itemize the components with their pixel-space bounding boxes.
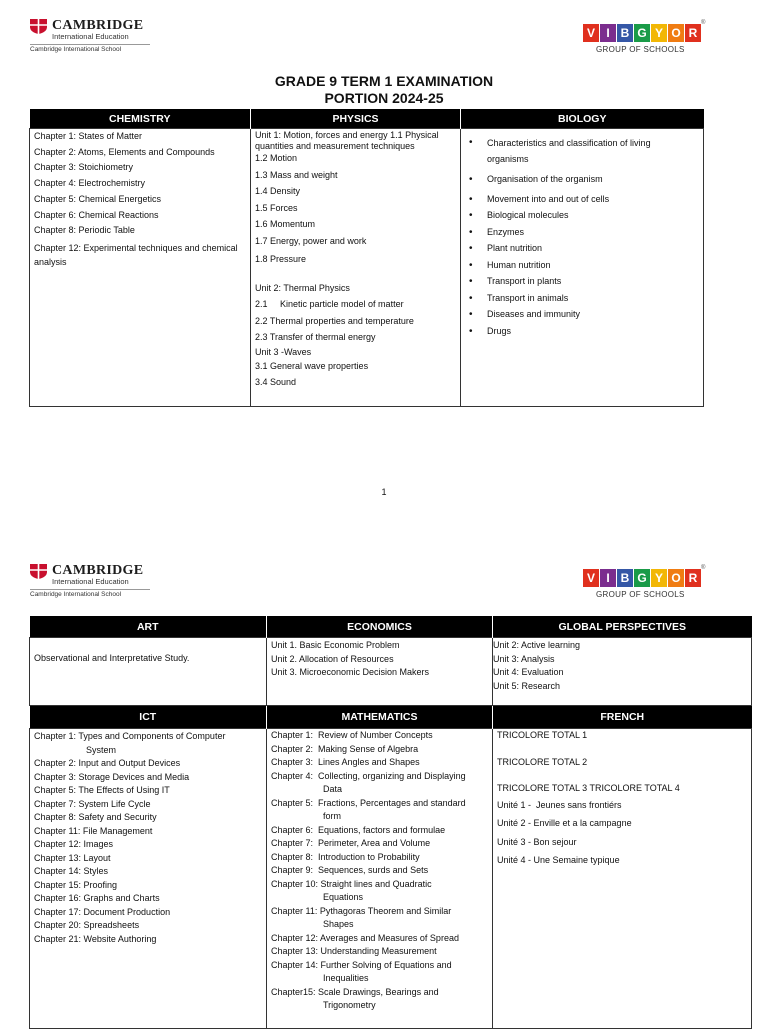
- list-item: Chapter 5: Chemical Energetics: [34, 193, 162, 204]
- list-item: 1.3 Mass and weight: [255, 169, 338, 180]
- biology-cell: [461, 129, 704, 407]
- list-item: 1.6 Momentum: [255, 219, 316, 229]
- vibgyor-logo: [583, 20, 706, 54]
- art-cell: [30, 638, 267, 706]
- ict-cell: [30, 729, 267, 1029]
- list-item: Chapter 8: Periodic Table: [34, 225, 135, 236]
- bullet-icon: •: [469, 174, 473, 185]
- cambridge-school-label: Cambridge International School: [30, 591, 122, 598]
- list-item: Unit 3: Analysis: [493, 653, 555, 664]
- list-item: Chapter 4: Electrochemistry: [34, 178, 146, 189]
- list-item: Unit 1: Motion, forces and energy 1.1 Physical quantities and measurement techniques: [255, 130, 439, 151]
- cambridge-wordmark: CAMBRIDGE: [52, 18, 144, 33]
- list-item: Unit 3. Microeconomic Decision Makers: [271, 667, 430, 677]
- list-item: • Enzymes: [465, 226, 699, 240]
- table-header-row: [30, 616, 752, 638]
- portion-table-science: [29, 109, 704, 407]
- list-item: TRICOLORE TOTAL 2: [497, 756, 588, 767]
- list-item: Chapter 13: Layout: [34, 852, 111, 863]
- list-item: Chapter 17: Document Production: [34, 906, 171, 917]
- vibgyor-letter: R: [685, 569, 701, 587]
- divider: [30, 44, 150, 45]
- french-cell: [493, 729, 752, 1029]
- list-item: Chapter 7: System Life Cycle: [34, 798, 151, 809]
- list-item: • Plant nutrition: [465, 242, 699, 256]
- list-item: Chapter 11: Pythagoras Theorem and Similar: [271, 905, 452, 916]
- list-item: Unité 3 - Bon sejour: [497, 836, 577, 847]
- bullet-icon: •: [469, 325, 473, 337]
- physics-cell: [251, 129, 461, 407]
- list-item: • Diseases and immunity: [465, 308, 699, 322]
- list-item: Chapter 2: Making Sense of Algebra: [271, 743, 419, 754]
- vibgyor-logo: [583, 565, 706, 599]
- vibgyor-letter: B: [617, 569, 633, 587]
- table-row: [30, 129, 704, 407]
- list-item: Chapter 8: Introduction to Probability: [271, 851, 420, 862]
- list-item: Chapter 13: Understanding Measurement: [271, 946, 437, 956]
- list-item: Chapter 5: Fractions, Percentages and standard: [271, 797, 466, 808]
- list-item: 3.1 General wave properties: [255, 361, 369, 371]
- list-item: Observational and Interpretative Study.: [34, 653, 190, 663]
- vibgyor-letter: I: [600, 24, 616, 42]
- list-item: Chapter 12: Images: [34, 839, 114, 849]
- list-item: Unit 4: Evaluation: [493, 667, 564, 677]
- vibgyor-letter: G: [634, 569, 650, 587]
- list-item: Chapter 11: File Management: [34, 825, 153, 836]
- vibgyor-letter: Y: [651, 24, 667, 42]
- registered-mark: ®: [701, 565, 706, 571]
- list-item: Chapter 21: Website Authoring: [34, 933, 157, 944]
- vibgyor-letter: I: [600, 569, 616, 587]
- list-item: 1.8 Pressure: [255, 254, 307, 264]
- list-item: Unité 1 - Jeunes sans frontiérs: [497, 799, 622, 810]
- list-item: • Biological molecules: [465, 209, 699, 223]
- bullet-icon: •: [469, 193, 473, 205]
- list-item: Unité 2 - Enville et a la campagne: [497, 818, 632, 828]
- list-item: 1.7 Energy, power and work: [255, 235, 367, 246]
- vibgyor-group-label: GROUP OF SCHOOLS: [596, 45, 685, 54]
- list-item: Unit 2: Thermal Physics: [255, 282, 350, 293]
- list-item: Chapter 2: Atoms, Elements and Compounds: [34, 146, 215, 157]
- list-item: • Movement into and out of cells: [465, 193, 699, 207]
- list-item: Chapter 6: Chemical Reactions: [34, 209, 159, 220]
- cambridge-shield-icon: [30, 564, 47, 579]
- registered-mark: ®: [701, 20, 706, 26]
- bullet-icon: •: [469, 210, 473, 221]
- vibgyor-letter: B: [617, 24, 633, 42]
- list-item: 2.3 Transfer of thermal energy: [255, 332, 376, 342]
- list-item: Chapter 8: Safety and Security: [34, 812, 157, 822]
- list-item: Chapter 7: Perimeter, Area and Volume: [271, 838, 431, 848]
- list-item: Chapter 6: Equations, factors and formulae: [271, 824, 446, 835]
- list-item: form: [323, 811, 341, 821]
- list-item: Data: [323, 784, 343, 794]
- list-item: Equations: [323, 892, 364, 902]
- header-mathematics: MATHEMATICS: [267, 706, 493, 729]
- list-item: 1.2 Motion: [255, 153, 298, 163]
- vibgyor-letters: [583, 569, 702, 587]
- bullet-icon: •: [469, 292, 473, 304]
- header-french: FRENCH: [493, 706, 752, 729]
- economics-cell: [267, 638, 493, 706]
- list-item: • Human nutrition: [465, 259, 699, 273]
- list-item: Chapter 2: Input and Output Devices: [34, 758, 181, 768]
- header-chemistry: CHEMISTRY: [30, 109, 251, 129]
- header-economics: ECONOMICS: [267, 616, 493, 638]
- vibgyor-letter: V: [583, 569, 599, 587]
- list-item: Trigonometry: [323, 1000, 376, 1010]
- page-title: GRADE 9 TERM 1 EXAMINATION: [274, 73, 494, 89]
- vibgyor-letter: O: [668, 24, 684, 42]
- list-item: Chapter 14: Further Solving of Equations and: [271, 959, 452, 970]
- list-item: Chapter15: Scale Drawings, Bearings and: [271, 986, 439, 997]
- page-subtitle: PORTION 2024-25: [324, 90, 444, 106]
- cambridge-wordmark: CAMBRIDGE: [52, 563, 144, 578]
- list-item: 1.4 Density: [255, 186, 301, 196]
- cambridge-subtitle: International Education: [52, 577, 129, 586]
- cambridge-subtitle: International Education: [52, 32, 129, 41]
- table-header-row: [30, 109, 704, 129]
- list-item: 1.5 Forces: [255, 202, 298, 213]
- list-item: 2.2 Thermal properties and temperature: [255, 315, 414, 326]
- list-item: • Transport in plants: [465, 275, 699, 289]
- header-biology: BIOLOGY: [461, 109, 704, 129]
- list-item: Chapter 4: Collecting, organizing and Displaying: [271, 770, 466, 781]
- list-item: Unit 3 -Waves: [255, 346, 312, 357]
- list-item: Chapter 20: Spreadsheets: [34, 920, 140, 930]
- list-item: System: [86, 744, 117, 755]
- bullet-icon: •: [469, 243, 473, 254]
- header-physics: PHYSICS: [251, 109, 461, 129]
- vibgyor-letter: R: [685, 24, 701, 42]
- list-item: Unit 1. Basic Economic Problem: [271, 640, 400, 650]
- list-item: Chapter 14: Styles: [34, 866, 109, 876]
- list-item: Chapter 3: Lines Angles and Shapes: [271, 757, 420, 767]
- list-item: • Drugs: [465, 325, 699, 339]
- list-item: Chapter 1: Review of Number Concepts: [271, 730, 433, 740]
- header-global-perspectives: GLOBAL PERSPECTIVES: [493, 616, 752, 638]
- list-item: 3.4 Sound: [255, 376, 297, 387]
- vibgyor-letter: Y: [651, 569, 667, 587]
- list-item: Shapes: [323, 919, 354, 929]
- list-item: Chapter 1: States of Matter: [34, 131, 143, 141]
- portion-table-humanities: [29, 616, 752, 1029]
- list-item: 2.1 Kinetic particle model of matter: [255, 299, 404, 309]
- header-ict: ICT: [30, 706, 267, 729]
- list-item: Unité 4 - Une Semaine typique: [497, 855, 620, 865]
- list-item: Chapter 5: The Effects of Using IT: [34, 785, 170, 795]
- list-item: • Transport in animals: [465, 292, 699, 306]
- table-row: [30, 638, 752, 706]
- list-item: Chapter 15: Proofing: [34, 879, 118, 890]
- table-header-row: [30, 706, 752, 729]
- vibgyor-letters: [583, 24, 702, 42]
- list-item: Chapter 3: Stoichiometry: [34, 162, 134, 173]
- vibgyor-letter: G: [634, 24, 650, 42]
- list-item: Chapter 12: Experimental techniques and chemical analysis: [34, 242, 238, 267]
- list-item: Chapter 1: Types and Components of Computer: [34, 731, 226, 741]
- global-perspectives-cell: [493, 638, 752, 706]
- mathematics-cell: [267, 729, 493, 1029]
- list-item: Chapter 10: Straight lines and Quadratic: [271, 878, 432, 889]
- vibgyor-group-label: GROUP OF SCHOOLS: [596, 590, 685, 599]
- bullet-icon: •: [469, 226, 473, 238]
- cambridge-shield-icon: [30, 19, 47, 34]
- page-number: 1: [381, 487, 387, 497]
- list-item: TRICOLORE TOTAL 1: [497, 730, 588, 740]
- list-item: Chapter 12: Averages and Measures of Spread: [271, 932, 459, 943]
- list-item: • Organisation of the organism: [465, 173, 699, 187]
- list-item: Unit 2: Active learning: [493, 640, 581, 650]
- list-item: Chapter 9: Sequences, surds and Sets: [271, 865, 429, 875]
- bullet-icon: •: [469, 276, 473, 287]
- list-item: Inequalities: [323, 973, 369, 983]
- list-item: Chapter 3: Storage Devices and Media: [34, 771, 190, 782]
- list-item: • Characteristics and classification of living organisms: [465, 135, 699, 167]
- list-item: Chapter 16: Graphs and Charts: [34, 893, 160, 903]
- list-item: Unit 5: Research: [493, 680, 561, 691]
- bullet-icon: •: [469, 259, 473, 271]
- divider: [30, 589, 150, 590]
- list-item: Unit 2. Allocation of Resources: [271, 653, 394, 664]
- bullet-icon: •: [469, 309, 473, 320]
- header-art: ART: [30, 616, 267, 638]
- vibgyor-letter: V: [583, 24, 599, 42]
- chemistry-cell: [30, 129, 251, 407]
- table-row: [30, 729, 752, 1029]
- bullet-icon: •: [469, 137, 473, 148]
- vibgyor-letter: O: [668, 569, 684, 587]
- cambridge-school-label: Cambridge International School: [30, 46, 122, 53]
- list-item: TRICOLORE TOTAL 3 TRICOLORE TOTAL 4: [497, 783, 680, 793]
